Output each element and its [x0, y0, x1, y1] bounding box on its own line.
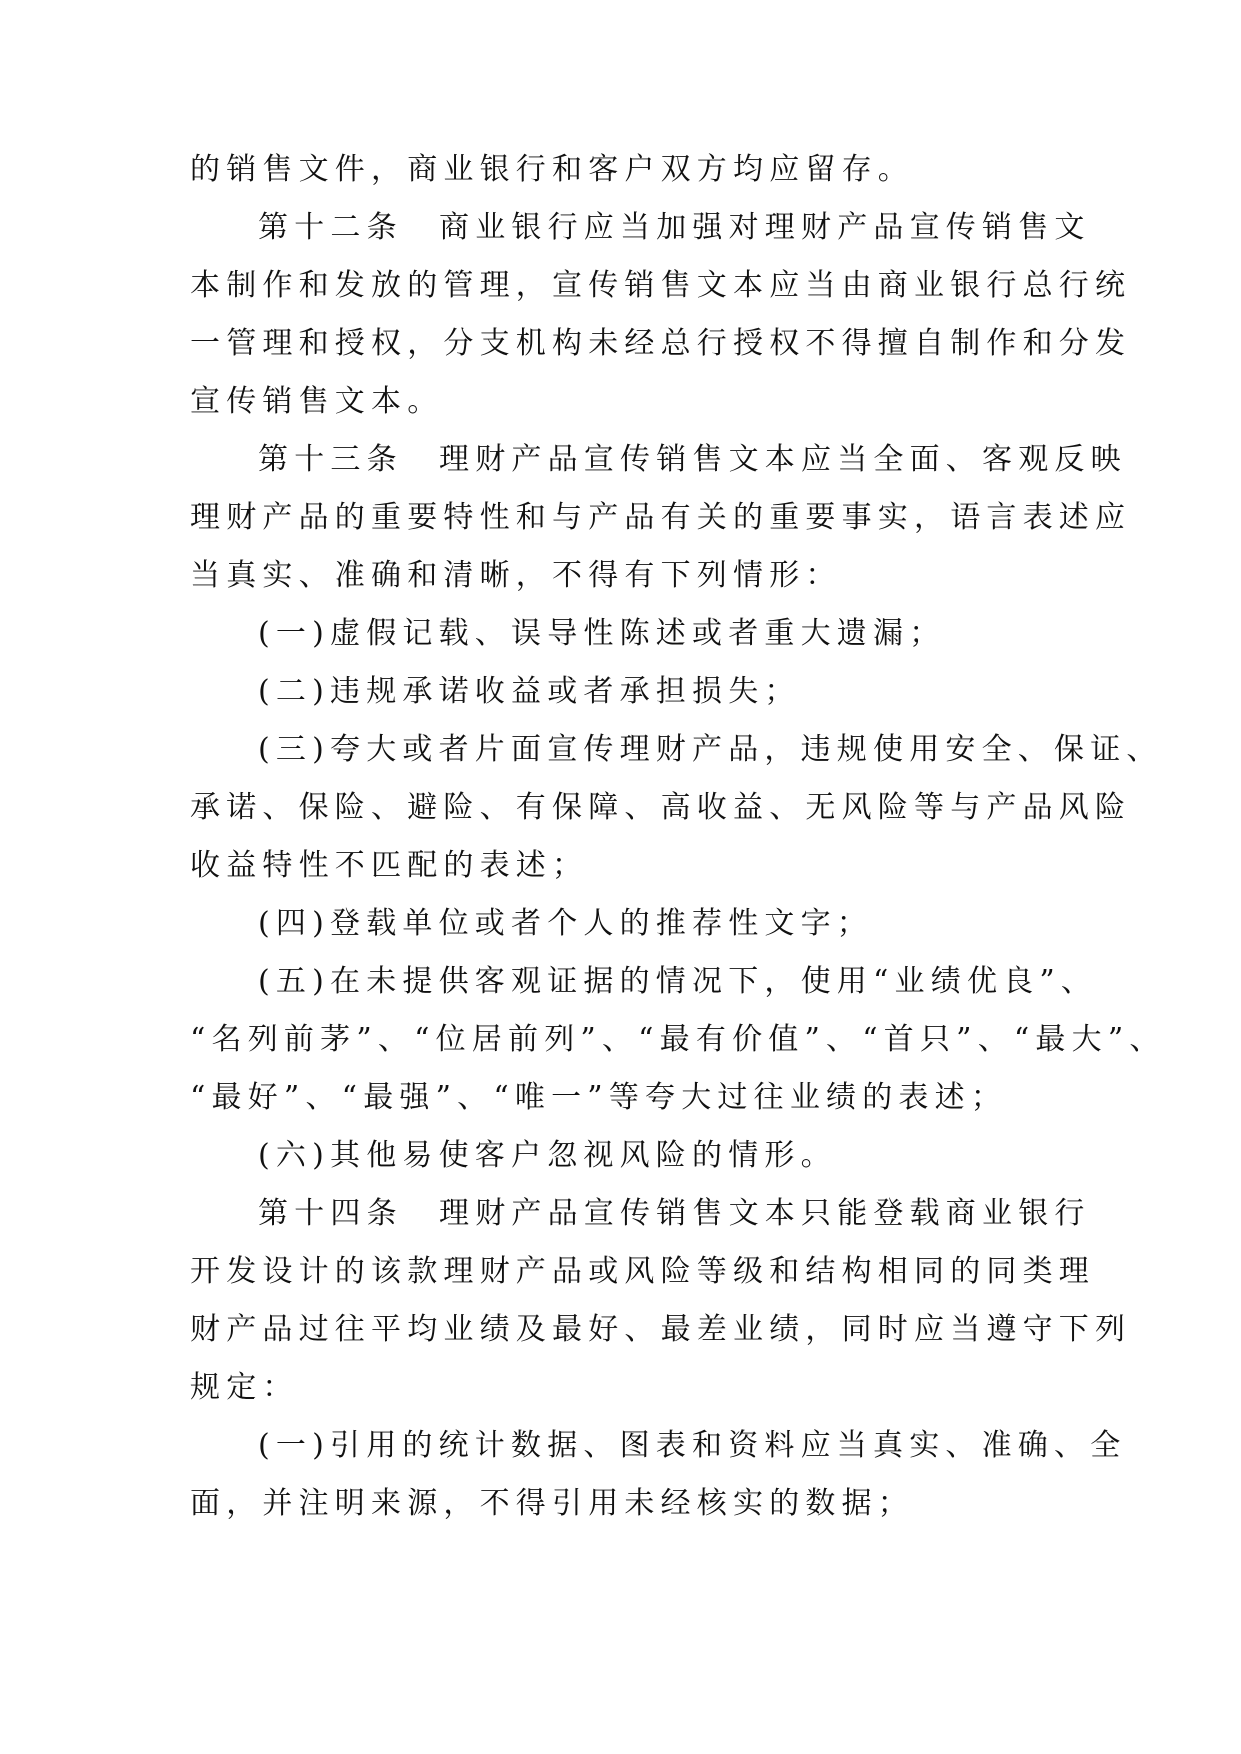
text-line-12: 承诺、保险、避险、有保障、高收益、无风险等与产品风险	[190, 790, 1132, 825]
list-item-5: (五)在未提供客观证据的情况下，使用“业绩优良”、	[258, 964, 1098, 999]
list-item-3: (三)夸大或者片面宣传理财产品，违规使用安全、保证、	[258, 732, 1163, 767]
list-item-2: (二)违规承诺收益或者承担损失；	[258, 674, 801, 709]
text-line-24: 面，并注明来源，不得引用未经核实的数据；	[190, 1486, 914, 1521]
text-line-21: 财产品过往平均业绩及最好、最差业绩，同时应当遵守下列	[190, 1312, 1132, 1347]
text-line-3: 本制作和发放的管理，宣传销售文本应当由商业银行总行统	[190, 268, 1132, 303]
text-line-13: 收益特性不匹配的表述；	[190, 848, 589, 883]
text-line-1: 的销售文件，商业银行和客户双方均应留存。	[190, 152, 914, 187]
list-item-7: (一)引用的统计数据、图表和资料应当真实、准确、全	[258, 1428, 1127, 1463]
text-line-8: 当真实、准确和清晰，不得有下列情形：	[190, 558, 842, 593]
article-14-heading-line: 第十四条 理财产品宣传销售文本只能登载商业银行	[258, 1196, 1091, 1231]
list-item-1: (一)虚假记载、误导性陈述或者重大遗漏；	[258, 616, 946, 651]
article-13-heading-line: 第十三条 理财产品宣传销售文本应当全面、客观反映	[258, 442, 1127, 477]
text-line-20: 开发设计的该款理财产品或风险等级和结构相同的同类理	[190, 1254, 1095, 1289]
list-item-6: (六)其他易使客户忽视风险的情形。	[258, 1138, 837, 1173]
text-line-22: 规定：	[190, 1370, 299, 1405]
article-12-heading-line: 第十二条 商业银行应当加强对理财产品宣传销售文	[258, 210, 1091, 245]
text-line-7: 理财产品的重要特性和与产品有关的重要事实，语言表述应	[190, 500, 1132, 535]
text-line-4: 一管理和授权，分支机构未经总行授权不得擅自制作和分发	[190, 326, 1132, 361]
text-line-16: “名列前茅”、“位居前列”、“最有价值”、“首只”、“最大”、	[190, 1022, 1166, 1057]
text-line-17: “最好”、“最强”、“唯一”等夸大过往业绩的表述；	[190, 1080, 1008, 1115]
text-line-5: 宣传销售文本。	[190, 384, 444, 419]
list-item-4: (四)登载单位或者个人的推荐性文字；	[258, 906, 874, 941]
